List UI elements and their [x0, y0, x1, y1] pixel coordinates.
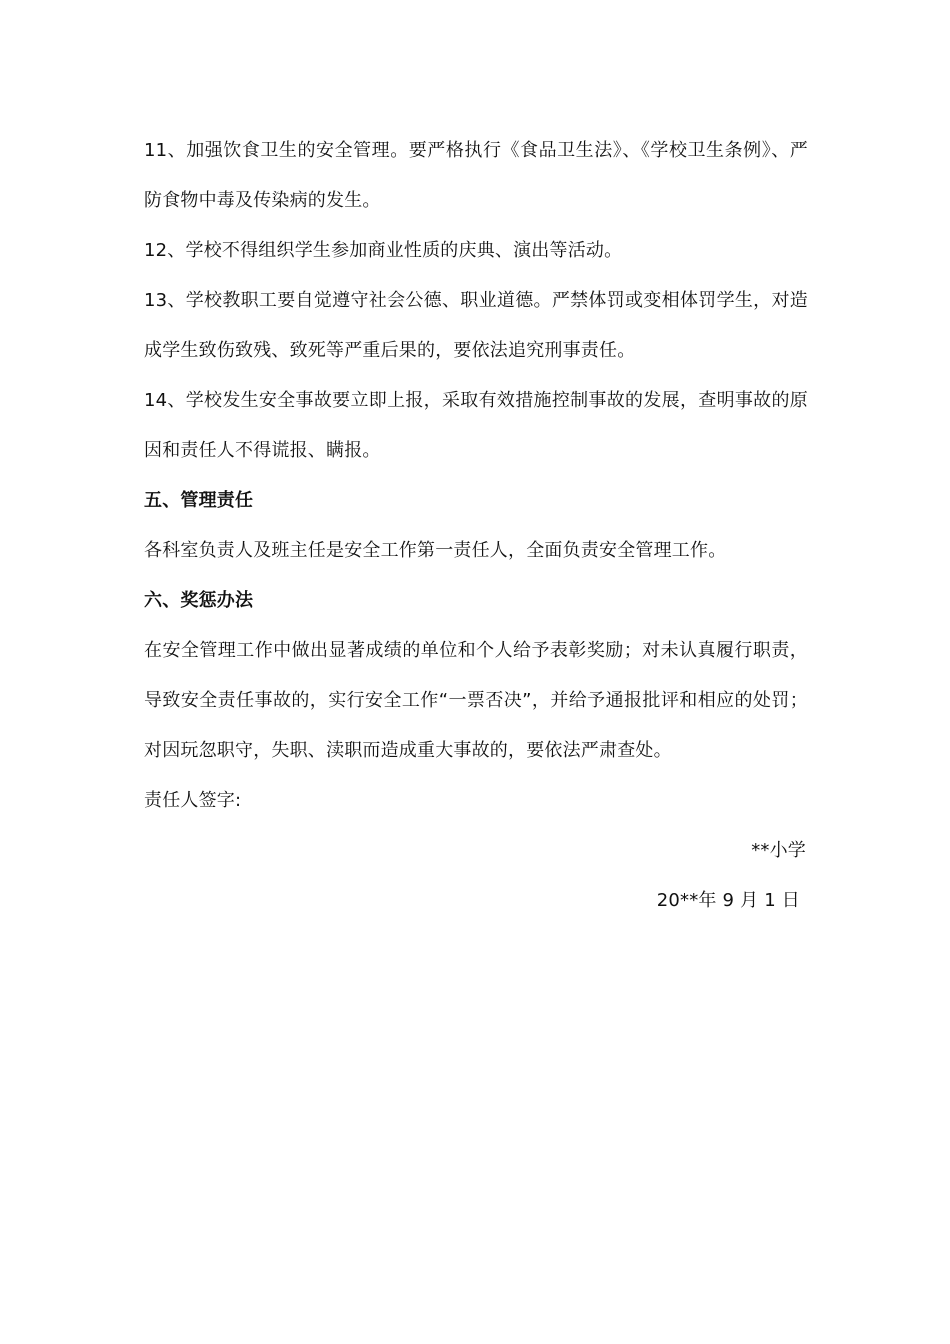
section-5-heading: 五、管理责任: [144, 490, 254, 511]
item-14: 14、学校发生安全事故要立即上报，采取有效措施控制事故的发展，查明事故的原因和责任人不得谎报、瞒报。: [144, 390, 808, 461]
signature-label: 责任人签字:: [144, 790, 242, 811]
document-date: 20**年 9 月 1 日: [656, 890, 800, 911]
item-12: 12、学校不得组织学生参加商业性质的庆典、演出等活动。: [144, 240, 623, 261]
item-11: 11、加强饮食卫生的安全管理。要严格执行《食品卫生法》、《学校卫生条例》、严防食物中毒及传染病的发生。: [144, 140, 808, 211]
item-13: 13、学校教职工要自觉遵守社会公德、职业道德。严禁体罚或变相体罚学生，对造成学生致伤致残、致死等严重后果的，要依法追究刑事责任。: [144, 290, 808, 361]
document-body: [144, 126, 808, 926]
section-6-heading: 六、奖惩办法: [144, 590, 254, 611]
school-name: **小学: [751, 840, 806, 861]
section-5-text: 各科室负责人及班主任是安全工作第一责任人，全面负责安全管理工作。: [144, 540, 727, 561]
section-6-text: 在安全管理工作中做出显著成绩的单位和个人给予表彰奖励；对未认真履行职责，导致安全责任事故的，实行安全工作“一票否决”，并给予通报批评和相应的处罚；对因玩忽职守，失职、渎职而造成重大事故的，要依法严肃查处。: [144, 640, 808, 761]
